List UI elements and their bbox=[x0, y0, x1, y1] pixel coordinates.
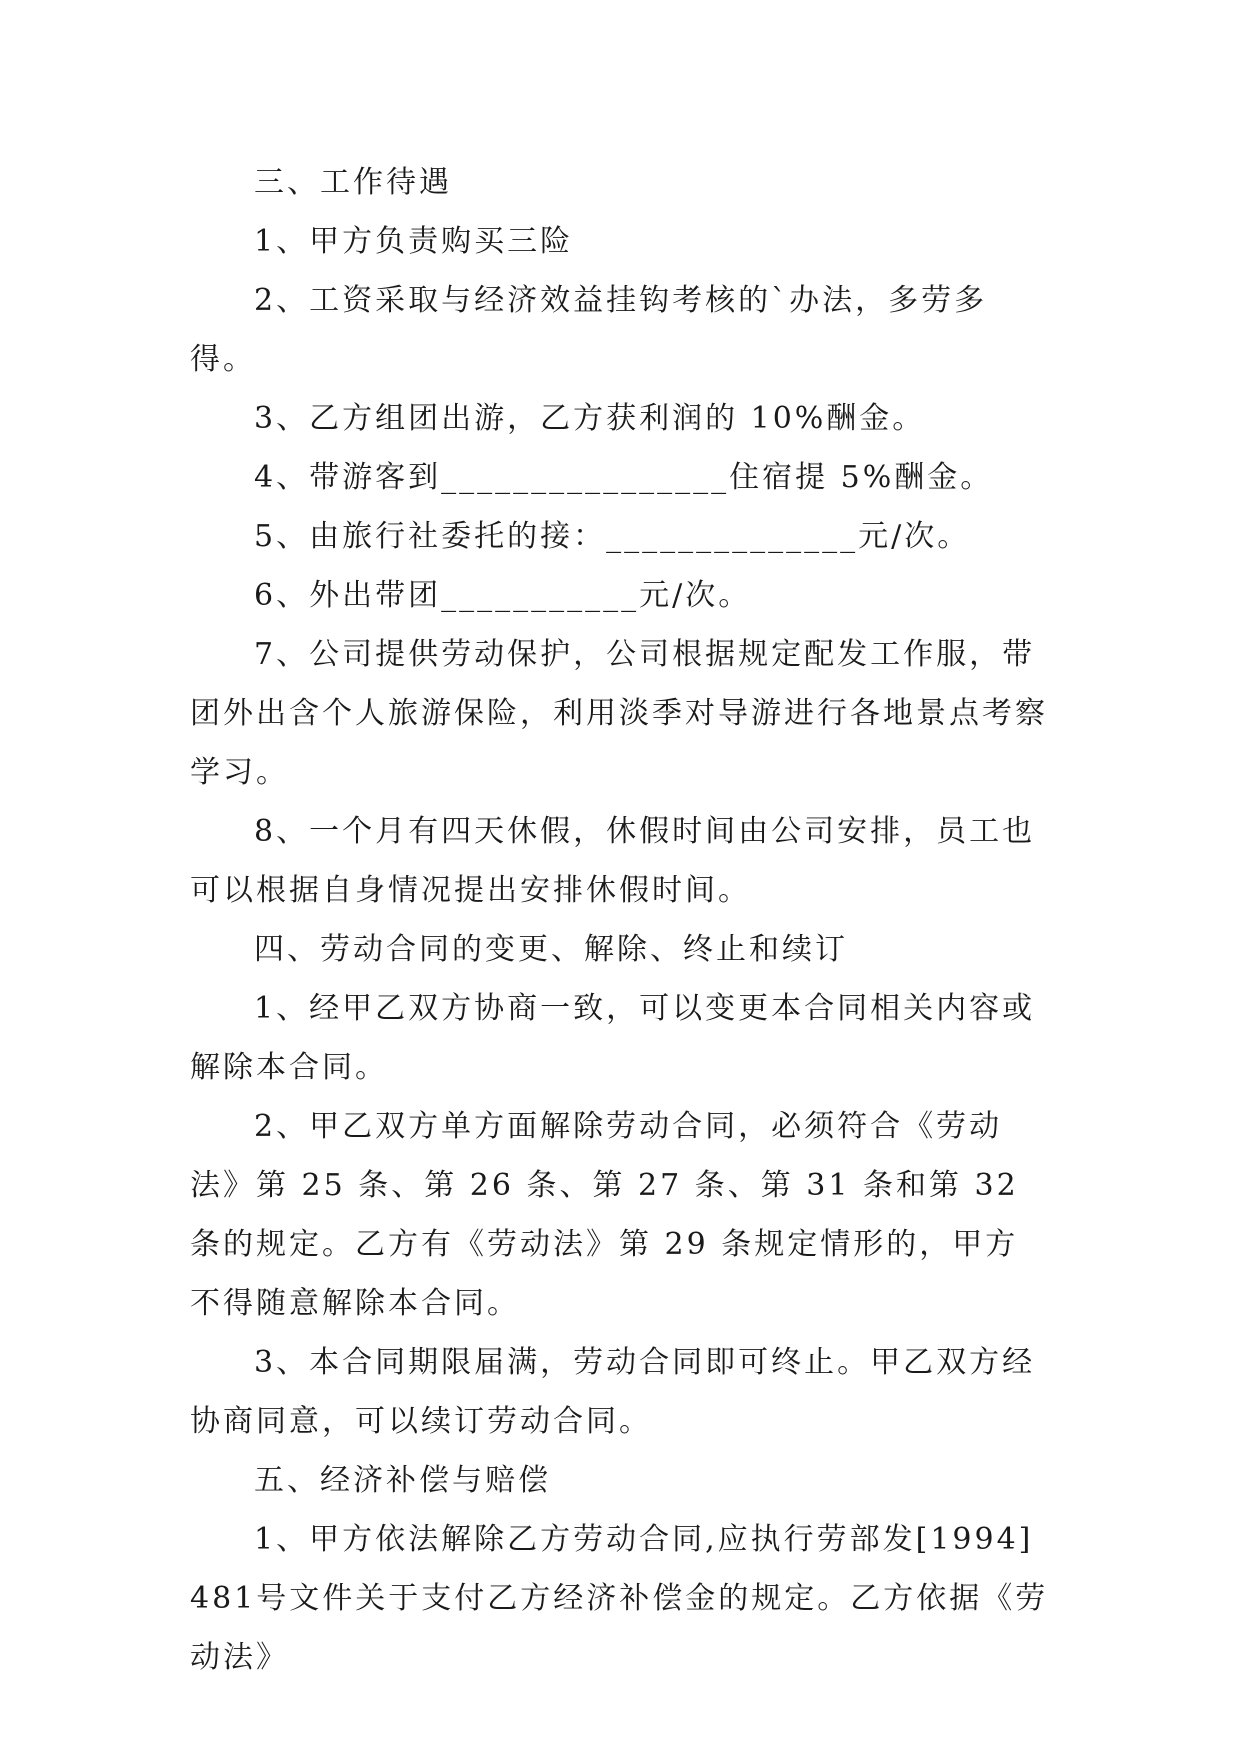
paragraph-labor-protection: 7、公司提供劳动保护，公司根据规定配发工作服，带团外出含个人旅游保险，利用淡季对导游进行各地景点考察学习。 bbox=[190, 637, 1048, 790]
paragraph-group-tour-commission: 3、乙方组团出游，乙方获利润的 10%酬金。 bbox=[254, 401, 926, 436]
paragraph-economic-compensation: 1、甲方依法解除乙方劳动合同,应执行劳部发[1994]481号文件关于支付乙方经济补偿金的规定。乙方依据《劳动法》 bbox=[190, 1522, 1049, 1675]
section-heading-contract-changes: 四、劳动合同的变更、解除、终止和续订 bbox=[254, 932, 848, 967]
section-heading-work-benefits: 三、工作待遇 bbox=[254, 165, 452, 200]
paragraph-tour-out: 6、外出带团___________元/次。 bbox=[254, 578, 752, 613]
section-heading-compensation: 五、经济补偿与赔偿 bbox=[254, 1463, 551, 1498]
paragraph-salary: 2、工资采取与经济效益挂钩考核的`办法，多劳多得。 bbox=[190, 283, 988, 377]
document-body bbox=[190, 153, 1050, 1687]
paragraph-unilateral-termination: 2、甲乙双方单方面解除劳动合同，必须符合《劳动法》第 25 条、第 26 条、第 27 条、第 31 条和第 32 条的规定。乙方有《劳动法》第 29 条规定情形的，甲方不得随意解除本合同。 bbox=[190, 1109, 1019, 1321]
paragraph-lodging-commission: 4、带游客到________________住宿提 5%酬金。 bbox=[254, 460, 994, 495]
paragraph-insurance: 1、甲方负责购买三险 bbox=[254, 224, 574, 259]
paragraph-vacation: 8、一个月有四天休假，休假时间由公司安排，员工也可以根据自身情况提出安排休假时间。 bbox=[190, 814, 1036, 908]
paragraph-mutual-agreement: 1、经甲乙双方协商一致，可以变更本合同相关内容或解除本合同。 bbox=[190, 991, 1036, 1085]
paragraph-agency-reception: 5、由旅行社委托的接：______________元/次。 bbox=[254, 519, 971, 554]
paragraph-contract-expiry: 3、本合同期限届满，劳动合同即可终止。甲乙双方经协商同意，可以续订劳动合同。 bbox=[190, 1345, 1036, 1439]
